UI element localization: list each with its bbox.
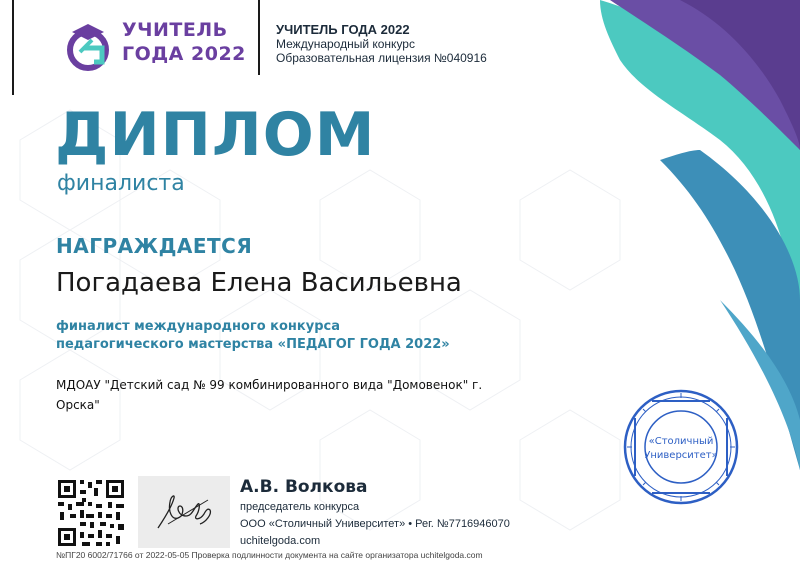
footer-verification: №ПГ20 6002/71766 от 2022-05-05 Проверка подлинности документа на сайте организатора uchitelgoda.com [56,550,483,560]
frame-line-vertical [12,0,14,95]
logo-line-2: ГОДА 2022 [122,43,246,65]
signer-organization: ООО «Столичный Университет» • Рег. №7716946070 [240,518,510,530]
awarded-label: НАГРАЖДАЕТСЯ [56,234,253,258]
signer-block [240,477,510,548]
description-line-1: финалист международного конкурса [56,319,340,334]
award-description [56,318,450,354]
recipient-name: Погадаева Елена Васильевна [56,268,462,298]
logo-wordmark [122,18,246,66]
qr-code [56,478,126,548]
signer-role: председатель конкурса [240,501,360,513]
logo-line-1: УЧИТЕЛЬ [122,19,228,41]
header-info [276,23,487,65]
header-license: Образовательная лицензия №040916 [276,51,487,65]
stamp-text-line-2: Университет» [644,450,718,461]
stamp-text-line-1: «Столичный [648,436,714,447]
signature-image [138,476,230,548]
diploma-subtitle: финалиста [57,171,185,196]
organization: МДОАУ "Детский сад № 99 комбинированного вида "Домовенок" г. Орска" [56,378,483,412]
header-subtitle: Международный конкурс [276,37,415,51]
description-line-2: педагогического мастерства «ПЕДАГОГ ГОДА 2022» [56,337,450,352]
organization-stamp [622,388,740,506]
signature-area [138,476,230,548]
signer-website: uchitelgoda.com [240,535,321,547]
signer-name: А.В. Волкова [240,477,368,497]
header-title: УЧИТЕЛЬ ГОДА 2022 [276,22,410,37]
frame-line-horizontal [258,0,260,75]
diploma-title: ДИПЛОМ [55,100,376,170]
